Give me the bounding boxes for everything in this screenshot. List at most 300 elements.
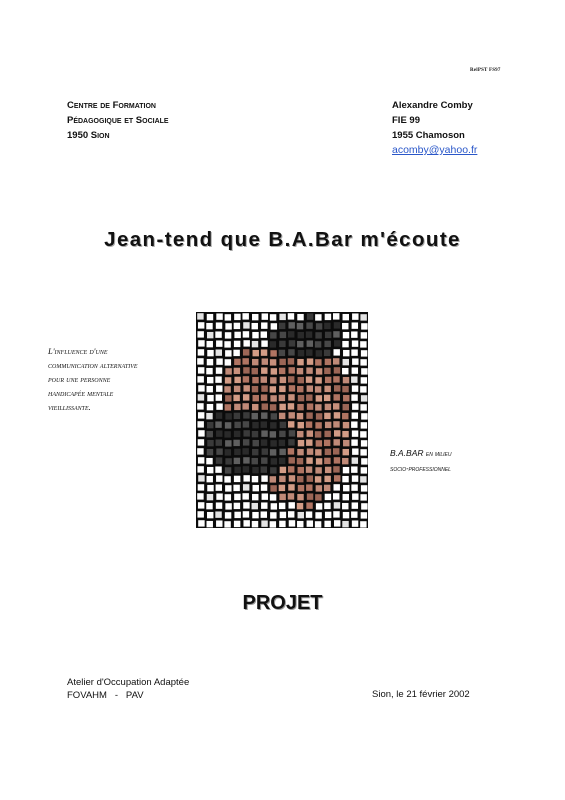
mosaic-tile [270,476,276,482]
mosaic-tile [360,431,366,437]
mosaic-tile [315,386,321,392]
mosaic-tile [334,475,340,481]
mosaic-tile [343,494,349,500]
influence-line: L'influence d'une [48,346,108,356]
mosaic-tile [316,395,322,401]
mosaic-tile [207,404,213,410]
mosaic-tile [233,350,239,356]
mosaic-tile [243,421,249,427]
mosaic-tile [360,494,366,500]
mosaic-tile [225,350,231,356]
mosaic-tile [352,322,358,328]
mosaic-tile [261,367,267,373]
mosaic-tile [216,412,222,418]
mosaic-tile [216,439,222,445]
mosaic-tile [206,458,212,464]
mosaic-photo [196,312,368,528]
mosaic-tile [234,458,240,464]
mosaic-tile [325,359,331,365]
mosaic-tile [288,448,294,454]
mosaic-tile [279,449,285,455]
mosaic-tile [270,377,276,383]
mosaic-tile [270,467,276,473]
mosaic-tile [215,421,221,427]
mosaic-tile [197,448,203,454]
mosaic-tile [289,520,295,526]
mosaic-tile [352,493,358,499]
mosaic-tile [234,314,240,320]
mosaic-tile [198,349,204,355]
mosaic-tile [243,484,249,490]
mosaic-tile [297,359,303,365]
mosaic-tile [289,430,295,436]
mosaic-tile [324,323,330,329]
mosaic-tile [279,323,285,329]
mosaic-tile [306,457,312,463]
mosaic-tile [288,439,294,445]
mosaic-tile [206,413,212,419]
influence-subtitle [48,344,198,414]
mosaic-tile [271,323,277,329]
mosaic-tile [233,395,239,401]
mosaic-tile [279,404,285,410]
mosaic-tile [288,412,294,418]
mosaic-tile [197,493,203,499]
mosaic-tile [198,430,204,436]
mosaic-tile [225,377,231,383]
mosaic-tile [198,475,204,481]
mosaic-tile [351,466,357,472]
mosaic-tile [224,521,230,527]
mosaic-tile [333,394,339,400]
mosaic-tile [197,358,203,364]
mosaic-tile [261,457,267,463]
mosaic-tile [306,322,312,328]
mosaic-tile [360,341,366,347]
mosaic-tile [334,520,340,526]
mosaic-tile [324,368,330,374]
mosaic-tile [253,485,259,491]
mosaic-tile [343,359,349,365]
mosaic-tile [224,431,230,437]
mosaic-tile [288,313,294,319]
mosaic-tile [261,385,267,391]
mosaic-tile [289,385,295,391]
mosaic-tile [361,395,367,401]
mosaic-tile [279,395,285,401]
mosaic-tile [361,350,367,356]
mosaic-tile [261,412,267,418]
mosaic-tile [225,422,231,428]
mosaic-tile [315,512,321,518]
mosaic-tile [234,449,240,455]
mosaic-tile [288,376,294,382]
mosaic-tile [307,520,313,526]
mosaic-tile [252,359,258,365]
mosaic-tile [351,376,357,382]
influence-line: communication alternative [48,360,138,370]
mosaic-tile [298,395,304,401]
mosaic-tile [307,430,313,436]
mosaic-tile [343,467,349,473]
mosaic-tile [289,340,295,346]
mosaic-tile [270,350,276,356]
mosaic-tile [342,503,348,509]
mosaic-tile [361,413,367,419]
mosaic-tile [306,349,312,355]
mosaic-tile [288,358,294,364]
mosaic-tile [216,475,222,481]
babar-context: socio-professionnel [390,466,451,473]
mosaic-tile [288,331,294,337]
mosaic-tile [234,422,240,428]
mosaic-tile [216,502,222,508]
mosaic-tile [216,340,222,346]
mosaic-tile [342,368,348,374]
mosaic-tile [252,512,258,518]
babar-caption [390,446,550,477]
mosaic-tile [252,476,258,482]
mosaic-tile [243,502,249,508]
author-address [392,98,477,158]
mosaic-tile [252,458,258,464]
mosaic-tile [198,502,204,508]
mosaic-tile [271,413,277,419]
mosaic-tile [198,520,204,526]
mosaic-tile [243,331,249,337]
mosaic-tile [351,394,357,400]
mosaic-tile [298,440,304,446]
mosaic-tile [252,449,258,455]
mosaic-tile [351,511,357,517]
mosaic-tile [270,440,276,446]
mosaic-tile [334,385,340,391]
mosaic-tile [333,511,339,517]
mosaic-tile [234,404,240,410]
mosaic-tile [297,521,303,527]
mosaic-tile [333,493,339,499]
mosaic-tile [261,439,267,445]
mosaic-tile [216,484,222,490]
mosaic-tile [334,502,340,508]
mosaic-tile [360,359,366,365]
mosaic-tile [351,331,357,337]
mosaic-tile [361,512,367,518]
mosaic-tile [262,493,268,499]
mosaic-tile [261,475,267,481]
mosaic-tile [352,358,358,364]
mosaic-tile [215,466,221,472]
mosaic-tile [197,466,203,472]
mosaic-tile [234,503,240,509]
mosaic-tile [361,440,367,446]
mosaic-tile [243,511,249,517]
mosaic-tile [207,314,213,320]
mosaic-tile [207,440,213,446]
mosaic-tile [360,404,366,410]
mosaic-tile [297,458,303,464]
babar-suffix: en milieu [425,451,452,458]
mosaic-tile [324,521,330,527]
mosaic-tile [216,520,222,526]
mosaic-tile [207,476,213,482]
mosaic-tile [243,520,249,526]
mosaic-tile [197,421,203,427]
mosaic-tile [225,395,231,401]
mosaic-tile [361,503,367,509]
mosaic-tile [207,422,213,428]
mosaic-tile [279,386,285,392]
mosaic-tile [252,467,258,473]
mosaic-tile [325,494,331,500]
mosaic-tile [261,376,267,382]
mosaic-tiles [196,312,368,528]
mosaic-tile [297,494,303,500]
mosaic-tile [333,439,339,445]
mosaic-tile [279,521,285,527]
mosaic-tile [243,349,249,355]
mosaic-tile [297,341,303,347]
mosaic-tile [261,520,267,526]
mosaic-tile [315,494,321,500]
mosaic-tile [242,358,248,364]
mosaic-tile [325,512,331,518]
mosaic-tile [307,385,313,391]
mosaic-tile [288,457,294,463]
mosaic-tile [233,485,239,491]
mosaic-tile [207,359,213,365]
mosaic-tile [315,359,321,365]
mosaic-tile [315,314,321,320]
mosaic-tile [261,331,267,337]
mosaic-tile [306,331,312,337]
mosaic-tile [306,502,312,508]
mosaic-tile [270,395,276,401]
mosaic-tile [351,484,357,490]
mosaic-tile [216,313,222,319]
mosaic-tile [361,323,367,329]
mosaic-tile [262,313,268,319]
mosaic-tile [279,494,285,500]
mosaic-tile [324,431,330,437]
mosaic-tile [352,403,358,409]
mosaic-tile [324,476,330,482]
mosaic-tile [197,313,203,319]
mosaic-tile [360,449,366,455]
mosaic-tile [343,377,349,383]
mosaic-tile [198,484,204,490]
mosaic-tile [262,403,268,409]
mosaic-tile [243,466,249,472]
mosaic-tile [297,413,303,419]
mosaic-tile [261,322,267,328]
mosaic-tile [297,431,303,437]
mosaic-tile [234,332,240,338]
mosaic-tile [334,430,340,436]
mosaic-tile [306,466,312,472]
mosaic-tile [216,493,222,499]
mosaic-tile [325,467,331,473]
mosaic-tile [279,431,285,437]
mosaic-tile [261,394,267,400]
mosaic-tile [315,404,321,410]
mosaic-tile [207,386,213,392]
mosaic-tile [342,386,348,392]
mosaic-tile [279,341,285,347]
mosaic-tile [225,323,231,329]
mosaic-tile [361,467,367,473]
mosaic-tile [306,367,312,373]
mosaic-tile [225,485,231,491]
mosaic-tile [360,314,366,320]
mosaic-tile [242,313,248,319]
mosaic-tile [242,403,248,409]
mosaic-tile [252,314,258,320]
mosaic-tile [324,413,330,419]
mosaic-tile [306,511,312,517]
mosaic-tile [207,431,213,437]
mosaic-tile [271,368,277,374]
mosaic-tile [234,431,240,437]
mosaic-tile [261,502,267,508]
mosaic-tile [207,521,213,527]
workshop-info [67,676,189,702]
mosaic-tile [207,332,213,338]
mosaic-tile [342,431,348,437]
mosaic-tile [360,476,366,482]
mosaic-tile [270,404,276,410]
mosaic-tile [280,422,286,428]
mosaic-tile [262,448,268,454]
mosaic-tile [343,485,349,491]
mosaic-tile [361,332,367,338]
mosaic-tile [252,422,258,428]
mosaic-tile [307,448,313,454]
mosaic-tile [333,421,339,427]
mosaic-tile [197,331,203,337]
mosaic-tile [342,458,348,464]
mosaic-tile [315,332,321,338]
mosaic-tile [361,377,367,383]
mosaic-tile [351,421,357,427]
mosaic-tile [315,341,321,347]
mosaic-tile [352,412,358,418]
mosaic-tile [297,314,303,320]
mosaic-tile [343,332,349,338]
mosaic-tile [351,439,357,445]
mosaic-tile [270,314,276,320]
mosaic-tile [306,412,312,418]
author-email-link[interactable]: acomby@yahoo.fr [392,144,478,156]
mosaic-tile [334,412,340,418]
mosaic-tile [315,377,321,383]
mosaic-tile [324,503,330,509]
mosaic-tile [279,413,285,419]
mosaic-tile [288,484,294,490]
mosaic-tile [324,485,330,491]
mosaic-tile [343,314,349,320]
mosaic-tile [343,395,349,401]
mosaic-tile [306,484,312,490]
mosaic-tile [216,385,222,391]
mosaic-tile [288,322,294,328]
institution-address [67,98,169,143]
mosaic-tile [206,503,212,509]
mosaic-tile [253,440,259,446]
mosaic-tile [252,377,258,383]
mosaic-tile [198,394,204,400]
mosaic-tile [279,350,285,356]
mosaic-tile [252,386,258,392]
mosaic-tile [333,358,339,364]
mosaic-tile [316,323,322,329]
mosaic-tile [261,340,267,346]
mosaic-tile [325,332,331,338]
mosaic-tile [243,394,249,400]
mosaic-tile [225,332,231,338]
mosaic-tile [315,476,321,482]
mosaic-tile [342,476,348,482]
mosaic-tile [270,341,276,347]
mosaic-tile [243,412,249,418]
mosaic-tile [216,448,222,454]
mosaic-tile [234,341,240,347]
mosaic-tile [279,368,285,374]
mosaic-tile [270,449,276,455]
mosaic-tile [343,449,349,455]
mosaic-tile [288,493,294,499]
mosaic-tile [234,323,240,329]
mosaic-tile [279,359,285,365]
mosaic-tile [342,323,348,329]
mosaic-tile [333,403,339,409]
mosaic-tile [298,512,304,518]
mosaic-tile [324,341,330,347]
mosaic-tile [234,368,240,374]
mosaic-tile [334,340,340,346]
mosaic-tile [297,386,303,392]
babar-name: B.A.BAR [390,448,424,458]
mosaic-tile [243,475,249,481]
mosaic-tile [361,485,367,491]
mosaic-tile [297,323,303,329]
mosaic-tile [279,440,285,446]
mosaic-tile [307,313,313,319]
mosaic-tile [352,520,358,526]
mosaic-tile [252,341,258,347]
mosaic-tile [279,314,285,320]
influence-line: handicapée mentale [48,388,114,398]
mosaic-tile [280,467,286,473]
mosaic-tile [288,502,294,508]
mosaic-tile [234,521,240,527]
mosaic-tile [207,449,213,455]
institution-city: 1950 Sion [67,130,110,141]
mosaic-tile [252,503,258,509]
mosaic-tile [225,368,231,374]
mosaic-tile [270,431,276,437]
mosaic-tile [234,413,240,419]
mosaic-tile [216,349,222,355]
mosaic-tile [234,359,240,365]
mosaic-tile [234,377,240,383]
mosaic-tile [316,458,322,464]
mosaic-tile [333,376,339,382]
mosaic-tile [252,494,258,500]
mosaic-tile [207,341,213,347]
mosaic-tile [216,358,222,364]
mosaic-tile [225,359,231,365]
